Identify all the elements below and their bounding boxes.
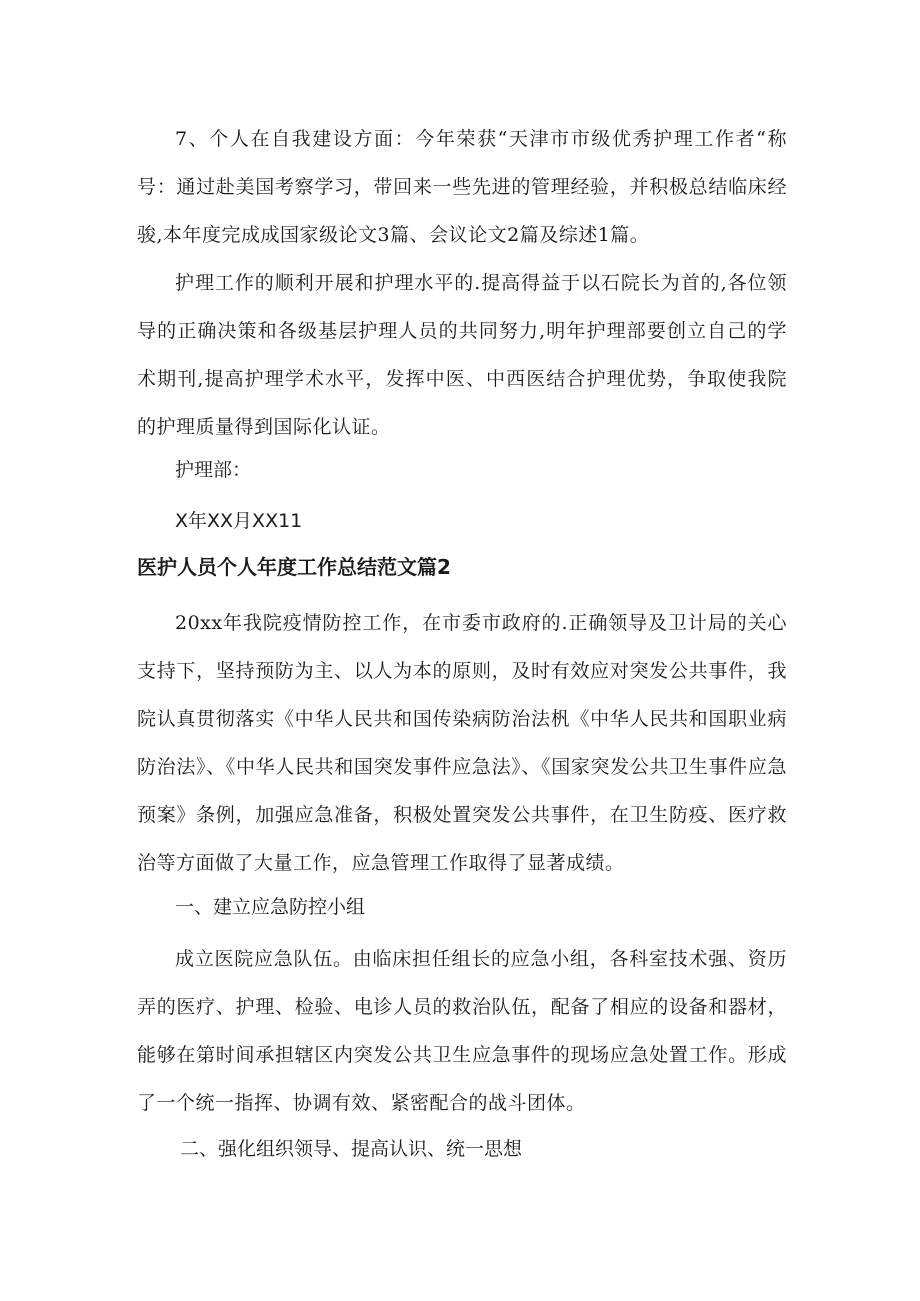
subheading-emergency-team: 一、建立应急防控小组 [175,896,366,918]
paragraph-epidemic-prevention: 20xx年我院疫情防控工作，在市委市政府的.正确领导及卫计局的关心支持下，坚持预防为主、以人为本的原则，及时有效应对突发公共事件，我院认真贯彻落实《中华人民共和国传染病防治法杋《中华人民共和国职业病防治法》、《中华人民共和国突发事件应急法》、《国家突发公共卫生事件应急预案》条例，加强应急准备，积极处置突发公共事件，在卫生防疫、医疗救治等方面做了大量工作，应急管理工作取得了显著成绩。 [137,612,787,874]
signature-date: X年XX月XX11 [175,510,303,532]
paragraph-emergency-team: 成立医院应急队伍。由临床担任组长的应急小组，各科室技术强、资历弄的医疗、护理、检验、电诊人员的救治队伍，配备了相应的设备和器材，能够在第时间承担辖区内突发公共卫生应急事件的现场应急处置工作。形成了一个统一指挥、协调有效、紧密配合的战斗团体。 [137,948,787,1114]
subheading-leadership: 二、强化组织领导、提高认识、统一思想 [180,1138,523,1160]
section-heading: 医护人员个人年度工作总结范文篇2 [137,555,451,579]
signature-department: 护理部： [175,459,252,481]
paragraph-self-development: 7、个人在自我建设方面：今年荣获“天津市市级优秀护理工作者“称号：通过赴美国考察学习，带回来一些先进的管理经验，并积极总结临床经骏,本年度完成成国家级论文3篇、会议论文2篇及综述1篇。 [137,128,787,246]
paragraph-nursing-outlook: 护理工作的顺利开展和护理水平的.提高得益于以石院长为首的,各位领导的正确决策和各级基层护理人员的共同努力,明年护理部要创立自己的学术期刊,提高护理学术水平，发挥中医、中西医结合护理优势，争取使我院的护理质量得到国际化认证。 [137,272,787,438]
